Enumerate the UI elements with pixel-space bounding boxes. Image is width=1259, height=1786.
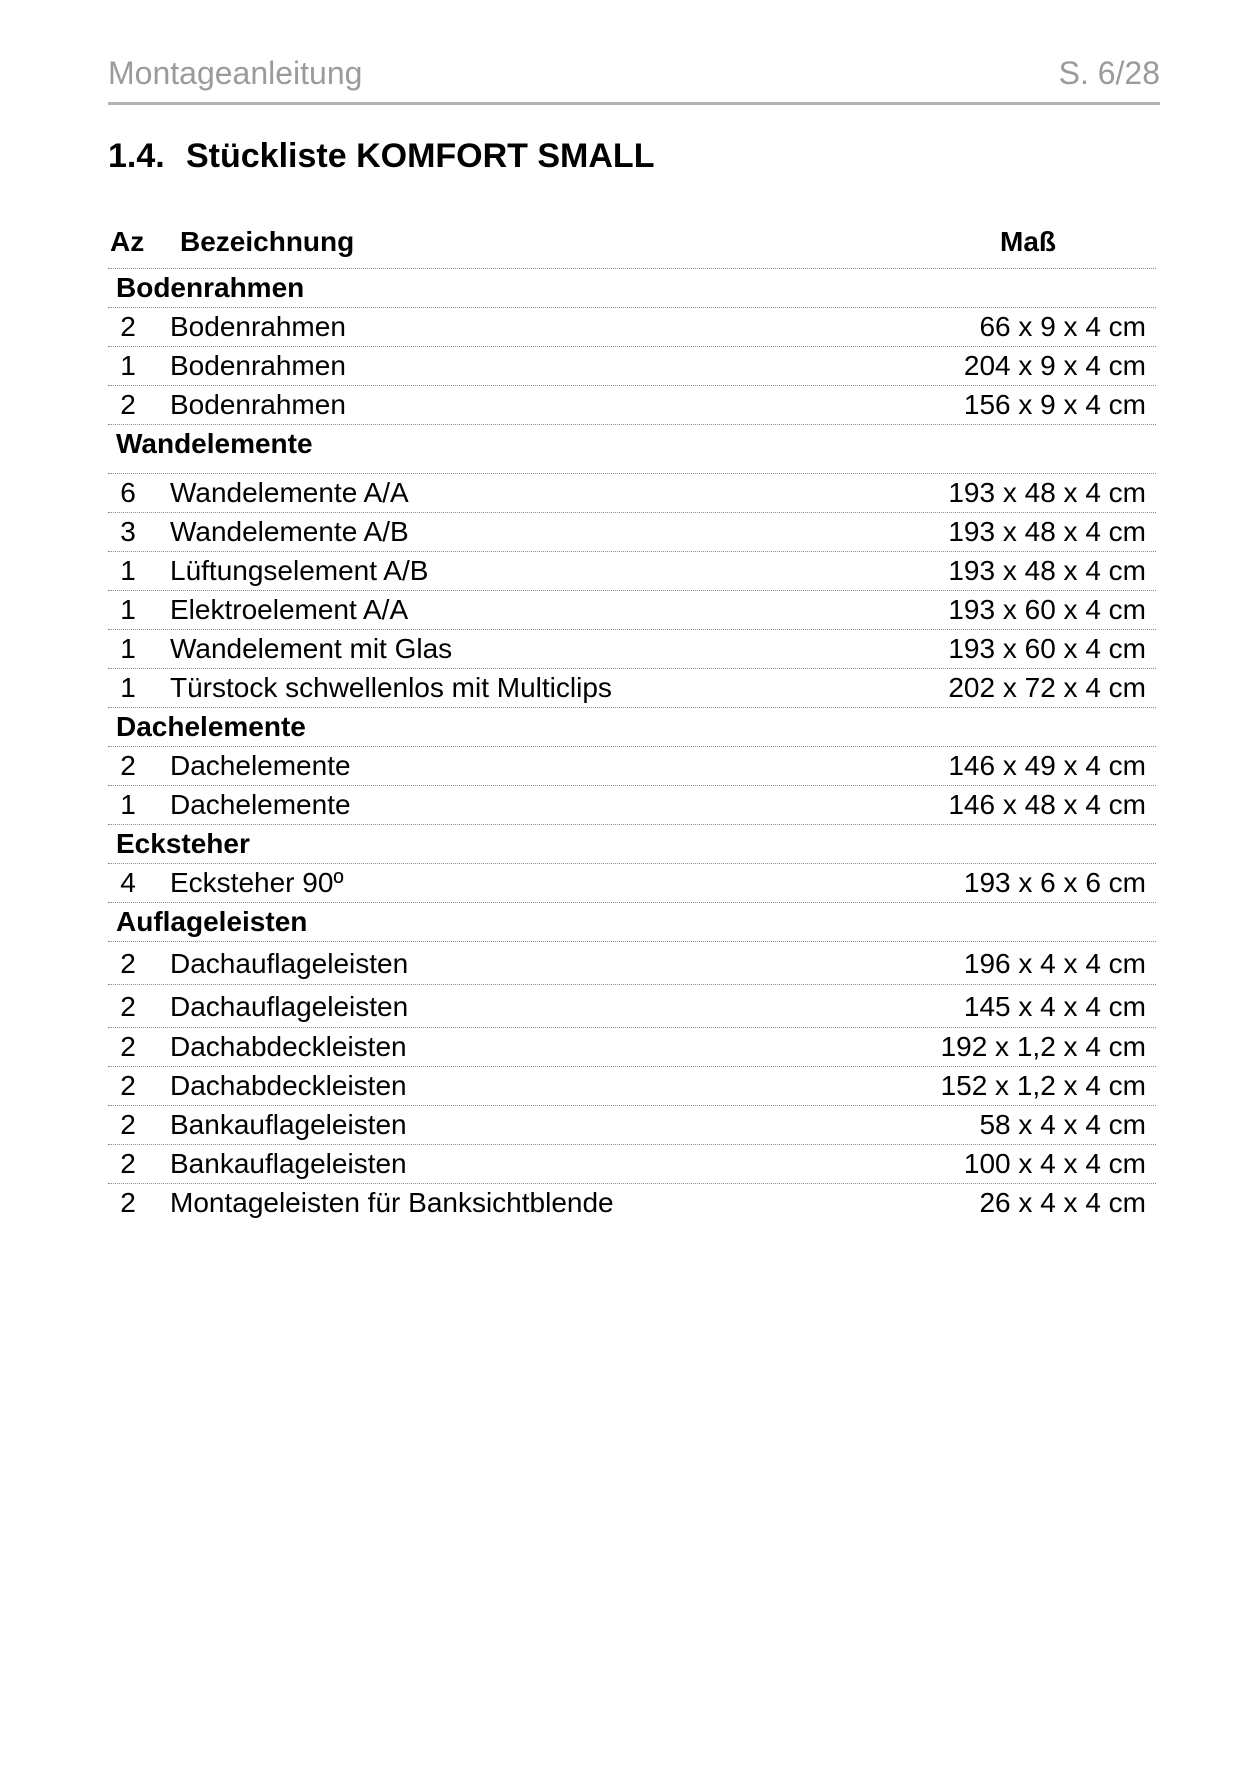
table-row: [108, 1145, 1156, 1184]
category-label: Auflageleisten: [116, 906, 308, 937]
table-row: [108, 386, 1156, 425]
part-name: Dachauflageleisten: [170, 948, 409, 979]
table-row: [108, 669, 1156, 708]
table-row: [108, 1106, 1156, 1145]
quantity: 1: [120, 633, 136, 664]
part-name: Türstock schwellenlos mit Multiclips: [170, 672, 612, 703]
quantity: 3: [120, 516, 136, 547]
part-name: Wandelemente A/B: [170, 516, 409, 547]
quantity: 1: [120, 594, 136, 625]
section-heading: [108, 136, 654, 176]
part-name: Montageleisten für Banksichtblende: [170, 1187, 614, 1218]
table-row: [108, 864, 1156, 903]
column-header-mass: Maß: [1000, 226, 1056, 257]
table-row: [108, 630, 1156, 669]
dimensions: 202 x 72 x 4 cm: [948, 672, 1146, 703]
quantity: 2: [120, 389, 136, 420]
part-name: Ecksteher 90º: [170, 867, 344, 898]
section-title-text: Stückliste KOMFORT SMALL: [186, 137, 655, 175]
category-row: [108, 425, 1156, 474]
category-label: Dachelemente: [116, 711, 306, 742]
part-name: Dachelemente: [170, 789, 351, 820]
part-name: Dachauflageleisten: [170, 991, 409, 1022]
dimensions: 156 x 9 x 4 cm: [963, 389, 1146, 420]
dimensions: 193 x 6 x 6 cm: [963, 867, 1146, 898]
dimensions: 193 x 48 x 4 cm: [948, 555, 1146, 586]
page-header: [108, 50, 1160, 105]
dimensions: 193 x 48 x 4 cm: [948, 477, 1146, 508]
quantity: 6: [120, 477, 136, 508]
part-name: Wandelemente A/A: [170, 477, 409, 508]
category-label: Wandelemente: [116, 428, 313, 459]
table-header: [108, 224, 1156, 269]
table-row: [108, 308, 1156, 347]
part-name: Bankauflageleisten: [170, 1148, 407, 1179]
quantity: 1: [120, 789, 136, 820]
quantity: 2: [120, 1070, 136, 1101]
table-row: [108, 1184, 1156, 1222]
quantity: 2: [120, 1187, 136, 1218]
quantity: 1: [120, 672, 136, 703]
part-name: Dachelemente: [170, 750, 351, 781]
part-name: Dachabdeckleisten: [170, 1031, 407, 1062]
table-row: [108, 513, 1156, 552]
category-label: Ecksteher: [116, 828, 250, 859]
table-row: [108, 1028, 1156, 1067]
part-name: Dachabdeckleisten: [170, 1070, 407, 1101]
quantity: 1: [120, 350, 136, 381]
dimensions: 152 x 1,2 x 4 cm: [940, 1070, 1146, 1101]
dimensions: 193 x 60 x 4 cm: [948, 633, 1146, 664]
quantity: 2: [120, 1031, 136, 1062]
document-title: Montageanleitung: [108, 55, 363, 91]
dimensions: 193 x 48 x 4 cm: [948, 516, 1146, 547]
dimensions: 66 x 9 x 4 cm: [979, 311, 1146, 342]
dimensions: 192 x 1,2 x 4 cm: [940, 1031, 1146, 1062]
quantity: 2: [120, 1109, 136, 1140]
dimensions: 146 x 48 x 4 cm: [948, 789, 1146, 820]
part-name: Bodenrahmen: [170, 311, 346, 342]
quantity: 2: [120, 750, 136, 781]
table-row: [108, 942, 1156, 985]
quantity: 2: [120, 948, 136, 979]
quantity: 2: [120, 1148, 136, 1179]
dimensions: 26 x 4 x 4 cm: [979, 1187, 1146, 1218]
category-row: [108, 903, 1156, 942]
category-row: [108, 269, 1156, 308]
quantity: 2: [120, 991, 136, 1022]
dimensions: 100 x 4 x 4 cm: [963, 1148, 1146, 1179]
category-row: [108, 825, 1156, 864]
part-name: Wandelement mit Glas: [170, 633, 453, 664]
dimensions: 204 x 9 x 4 cm: [963, 350, 1146, 381]
part-name: Lüftungselement A/B: [170, 555, 429, 586]
quantity: 2: [120, 311, 136, 342]
parts-list-table: [108, 224, 1156, 1222]
dimensions: 145 x 4 x 4 cm: [963, 991, 1146, 1022]
part-name: Bankauflageleisten: [170, 1109, 407, 1140]
table-row: [108, 786, 1156, 825]
dimensions: 193 x 60 x 4 cm: [948, 594, 1146, 625]
dimensions: 196 x 4 x 4 cm: [963, 948, 1146, 979]
page-number: S. 6/28: [1058, 55, 1160, 91]
table-row: [108, 591, 1156, 630]
table-row: [108, 985, 1156, 1028]
table-row: [108, 347, 1156, 386]
section-number: 1.4.: [108, 137, 165, 175]
table-row: [108, 474, 1156, 513]
part-name: Elektroelement A/A: [170, 594, 409, 625]
table-row: [108, 552, 1156, 591]
table-row: [108, 747, 1156, 786]
part-name: Bodenrahmen: [170, 389, 346, 420]
quantity: 4: [120, 867, 136, 898]
column-header-bezeichnung: Bezeichnung: [180, 226, 355, 257]
table-row: [108, 1067, 1156, 1106]
quantity: 1: [120, 555, 136, 586]
part-name: Bodenrahmen: [170, 350, 346, 381]
column-header-az: Az: [110, 226, 145, 257]
dimensions: 58 x 4 x 4 cm: [979, 1109, 1146, 1140]
dimensions: 146 x 49 x 4 cm: [948, 750, 1146, 781]
category-row: [108, 708, 1156, 747]
category-label: Bodenrahmen: [116, 272, 305, 303]
